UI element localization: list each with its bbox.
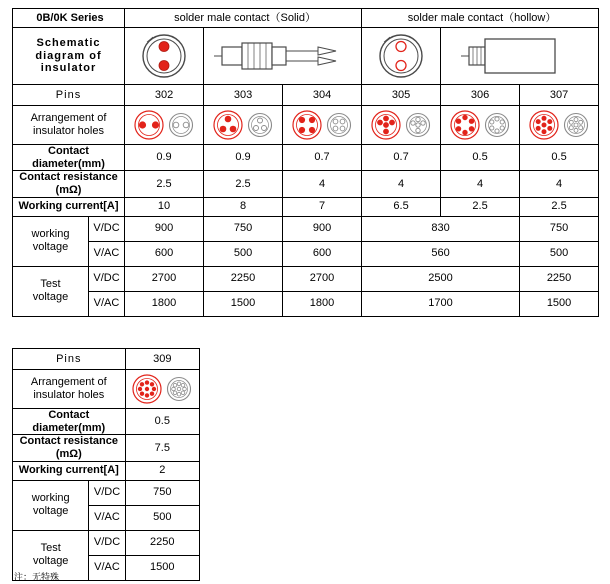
contact-diameter-304: 0.7 [283,145,362,171]
insulator-holes-grey-icon [486,114,509,137]
header-solder-hollow: solder male contact（hollow） [362,9,599,28]
pins-value-309: 309 [125,349,199,370]
insulator-holes-309-svg [126,372,198,406]
contact-resistance-row-2 [13,435,200,461]
insulator-holes-304-svg [285,108,359,142]
working-voltage-vdc-label: V/DC [89,216,125,241]
footer-note: 注：无特殊 [14,572,60,582]
working-vdc-302: 900 [125,216,204,241]
arrangement-label [13,106,125,145]
contact-diameter-label-2: Contact diameter(mm) [13,409,126,435]
working-vdc-307: 750 [520,216,599,241]
insulator-holes-grey-icon [170,114,193,137]
main-spec-table [12,8,599,317]
working-voltage-label [13,216,89,266]
contact-diameter-306: 0.5 [441,145,520,171]
working-current-row-2 [13,461,200,480]
test-voltage-vdc-label: V/DC [89,266,125,291]
test-vac-305-306: 1700 [362,291,520,316]
arrangement-row-2 [13,370,200,409]
insulator-holes-red-icon [372,111,400,139]
working-voltage-vac-label: V/AC [89,241,125,266]
contact-diameter-302: 0.9 [125,145,204,171]
connector-front-view-solid-svg [127,30,201,82]
connector-front-view-hollow-svg [364,30,438,82]
working-voltage-label-line-1: working [31,228,70,241]
test-vac-307: 1500 [520,291,599,316]
series-title: 0B/0K Series [13,9,125,28]
contact-diameter-307: 0.5 [520,145,599,171]
insulator-holes-grey-icon [565,114,588,137]
insulator-holes-cell-306 [441,106,520,145]
insulator-holes-cell-302 [125,106,204,145]
working-voltage-label-line-2: voltage [32,241,69,254]
insulator-holes-red-icon [451,111,479,139]
insulator-holes-cell-309 [125,370,199,409]
test-voltage-vac-row [13,291,599,316]
test-vdc-309: 2250 [125,530,199,555]
working-voltage-vdc-row-2 [13,480,200,505]
insulator-holes-grey-icon [328,114,351,137]
arrangement-label-line-1: Arrangement of [30,112,107,125]
table-header-row [13,9,599,28]
secondary-spec-table [12,348,200,581]
contact-resistance-306: 4 [441,171,520,197]
working-current-label-2: Working current[A] [13,461,126,480]
pins-label: Pins [13,85,125,106]
test-vac-303: 1500 [204,291,283,316]
test-vac-304: 1800 [283,291,362,316]
connector-front-view-solid-icon [125,28,204,85]
contact-diameter-row-2 [13,409,200,435]
insulator-holes-306-svg [443,108,517,142]
contact-diameter-label: Contact diameter(mm) [13,145,125,171]
test-vdc-304: 2700 [283,266,362,291]
test-vdc-302: 2700 [125,266,204,291]
contact-resistance-302: 2.5 [125,171,204,197]
insulator-holes-cell-307 [520,106,599,145]
pins-row-2 [13,349,200,370]
connector-side-view-solid-icon [204,28,362,85]
schematic-label-line-2: diagram of [35,49,102,62]
arrangement-label-2-line-2: insulator holes [33,389,105,401]
arrangement-label-2 [13,370,126,409]
working-voltage-label-2 [13,480,89,530]
test-vdc-305-306: 2500 [362,266,520,291]
test-voltage-vdc-label-2: V/DC [89,530,125,555]
test-voltage-label-2-line-1: Test [40,542,61,555]
insulator-holes-red-icon [530,111,558,139]
arrangement-label-2-line-1: Arrangement of [30,376,107,389]
contact-resistance-305: 4 [362,171,441,197]
working-vdc-303: 750 [204,216,283,241]
working-vac-305-306: 560 [362,241,520,266]
test-voltage-vac-label: V/AC [89,291,125,316]
pins-value-306: 306 [441,85,520,106]
contact-diameter-303: 0.9 [204,145,283,171]
working-current-309: 2 [125,461,199,480]
working-current-304: 7 [283,197,362,216]
schematic-label-line-1: Schematic [36,37,101,50]
insulator-holes-red-icon [214,111,242,139]
pins-value-307: 307 [520,85,599,106]
schematic-row [13,28,599,85]
pins-label-2: Pins [13,349,126,370]
working-vac-303: 500 [204,241,283,266]
insulator-holes-cell-305 [362,106,441,145]
test-voltage-label-2-line-2: voltage [32,555,69,568]
insulator-holes-red-icon [133,375,161,403]
contact-resistance-304: 4 [283,171,362,197]
insulator-holes-302-svg [127,108,201,142]
contact-diameter-309: 0.5 [125,409,199,435]
working-current-307: 2.5 [520,197,599,216]
pins-value-304: 304 [283,85,362,106]
connector-front-view-hollow-icon [362,28,441,85]
schematic-label-line-3: insulator [40,62,97,75]
insulator-holes-cell-303 [204,106,283,145]
header-solder-solid: solder male contact（Solid） [125,9,362,28]
pins-value-303: 303 [204,85,283,106]
working-current-302: 10 [125,197,204,216]
contact-resistance-label: Contact resistance (mΩ) [13,171,125,197]
insulator-holes-307-svg [522,108,596,142]
working-vdc-309: 750 [125,480,199,505]
arrangement-label-line-2: insulator holes [33,125,104,137]
test-voltage-label [13,266,89,316]
test-voltage-label-line-1: Test [40,278,61,291]
arrangement-row [13,106,599,145]
contact-resistance-303: 2.5 [204,171,283,197]
connector-side-view-hollow-icon [441,28,599,85]
pins-value-305: 305 [362,85,441,106]
insulator-holes-grey-icon [168,378,191,401]
insulator-holes-cell-304 [283,106,362,145]
contact-resistance-label-2: Contact resistance (mΩ) [13,435,126,461]
pins-row [13,85,599,106]
working-voltage-vac-label-2: V/AC [89,505,125,530]
working-current-306: 2.5 [441,197,520,216]
contact-resistance-309: 7.5 [125,435,199,461]
working-current-label: Working current[A] [13,197,125,216]
insulator-holes-grey-icon [249,114,272,137]
working-vac-302: 600 [125,241,204,266]
working-voltage-label-2-line-2: voltage [32,505,69,518]
working-current-305: 6.5 [362,197,441,216]
test-voltage-vac-label-2: V/AC [89,555,125,580]
contact-diameter-305: 0.7 [362,145,441,171]
insulator-holes-grey-icon [407,114,430,137]
test-voltage-vdc-row-2 [13,530,200,555]
working-current-303: 8 [204,197,283,216]
working-vac-304: 600 [283,241,362,266]
schematic-diagram-label [13,28,125,85]
contact-resistance-row [13,171,599,197]
insulator-holes-red-icon [293,111,321,139]
test-vac-302: 1800 [125,291,204,316]
test-vdc-303: 2250 [204,266,283,291]
contact-diameter-row [13,145,599,171]
pins-value-302: 302 [125,85,204,106]
insulator-holes-red-icon [135,111,163,139]
test-voltage-vdc-row [13,266,599,291]
working-current-row [13,197,599,216]
insulator-holes-303-svg [206,108,280,142]
working-voltage-vac-row [13,241,599,266]
connector-side-view-hollow-svg [445,30,595,82]
working-voltage-vdc-row [13,216,599,241]
test-vdc-307: 2250 [520,266,599,291]
test-vac-309: 1500 [125,555,199,580]
working-voltage-vdc-label-2: V/DC [89,480,125,505]
connector-side-view-solid-svg [208,30,358,82]
working-voltage-label-2-line-1: working [31,492,70,505]
test-voltage-label-line-2: voltage [32,291,69,304]
working-vac-309: 500 [125,505,199,530]
working-vdc-305-306: 830 [362,216,520,241]
working-vac-307: 500 [520,241,599,266]
contact-resistance-307: 4 [520,171,599,197]
working-vdc-304: 900 [283,216,362,241]
insulator-holes-305-svg [364,108,438,142]
